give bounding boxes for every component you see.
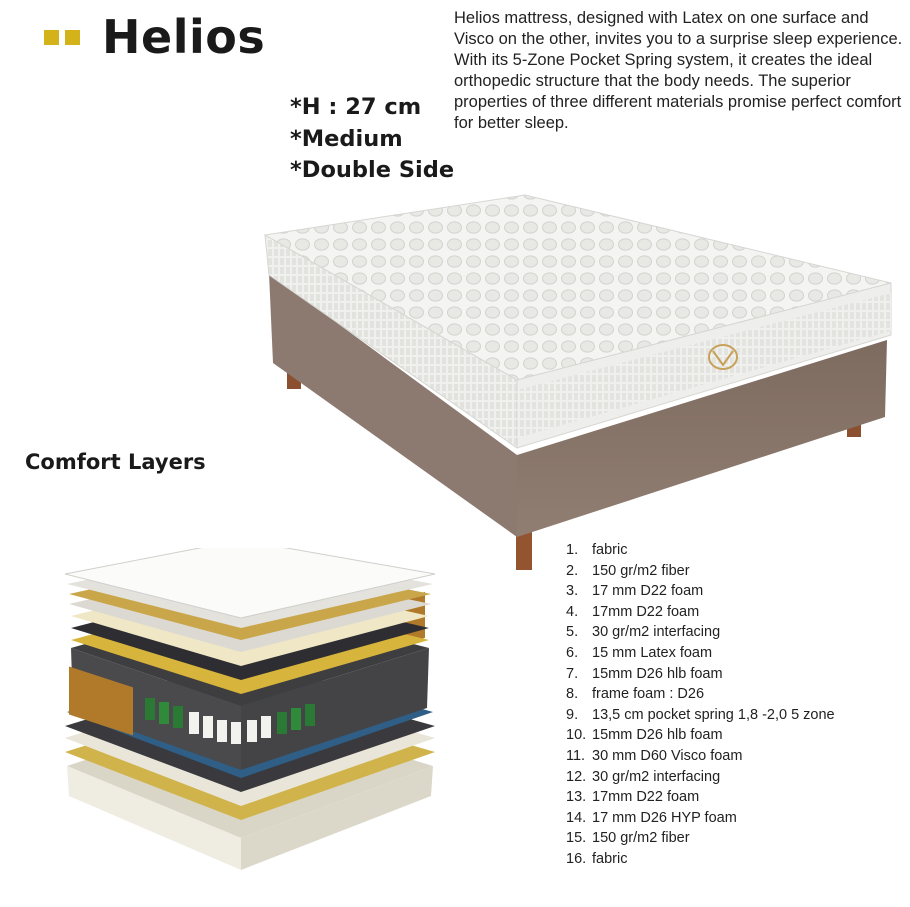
list-item: 14. 17 mm D26 HYP foam	[566, 809, 737, 826]
list-item: 16. fabric	[566, 850, 628, 867]
product-description: Helios mattress, designed with Latex on one surface and Visco on the other, invites you to a surprise sleep experience. With its 5-Zone Pocket Spring system, it creates the ideal orthopedic structure that the body needs. The superior properties of three different materials promise perfect comfort for better sleep.	[454, 9, 903, 132]
list-item: 12. 30 gr/m2 interfacing	[566, 768, 721, 785]
list-item: 6. 15 mm Latex foam	[566, 644, 713, 661]
list-item: 15. 150 gr/m2 fiber	[566, 830, 690, 847]
list-item: 13. 17mm D22 foam	[566, 789, 700, 806]
spec-list	[290, 92, 454, 187]
layers-illustration	[55, 548, 447, 886]
list-item: 4. 17mm D22 foam	[566, 603, 700, 620]
spec-sides: *Double Side	[290, 157, 455, 183]
list-item: 5. 30 gr/m2 interfacing	[566, 624, 721, 641]
list-item: 7. 15mm D26 hlb foam	[566, 665, 723, 682]
accent-square-icon	[65, 30, 80, 45]
product-title: Helios	[102, 10, 266, 64]
title-block	[44, 10, 266, 64]
list-item: 2. 150 gr/m2 fiber	[566, 562, 690, 579]
spec-height: *H : 27 cm	[290, 94, 422, 120]
list-item: 9. 13,5 cm pocket spring 1,8 -2,0 5 zone	[566, 706, 835, 723]
list-item: 11. 30 mm D60 Visco foam	[566, 747, 743, 764]
spec-firmness: *Medium	[290, 125, 403, 152]
accent-square-icon	[44, 30, 59, 45]
layer-list	[566, 540, 835, 870]
comfort-layers-heading: Comfort Layers	[25, 450, 206, 474]
list-item: 8. frame foam : D26	[566, 686, 705, 703]
list-item: 1. fabric	[566, 542, 628, 558]
list-item: 10. 15mm D26 hlb foam	[566, 727, 723, 744]
bed-image	[255, 185, 905, 575]
list-item: 3. 17 mm D22 foam	[566, 583, 704, 600]
